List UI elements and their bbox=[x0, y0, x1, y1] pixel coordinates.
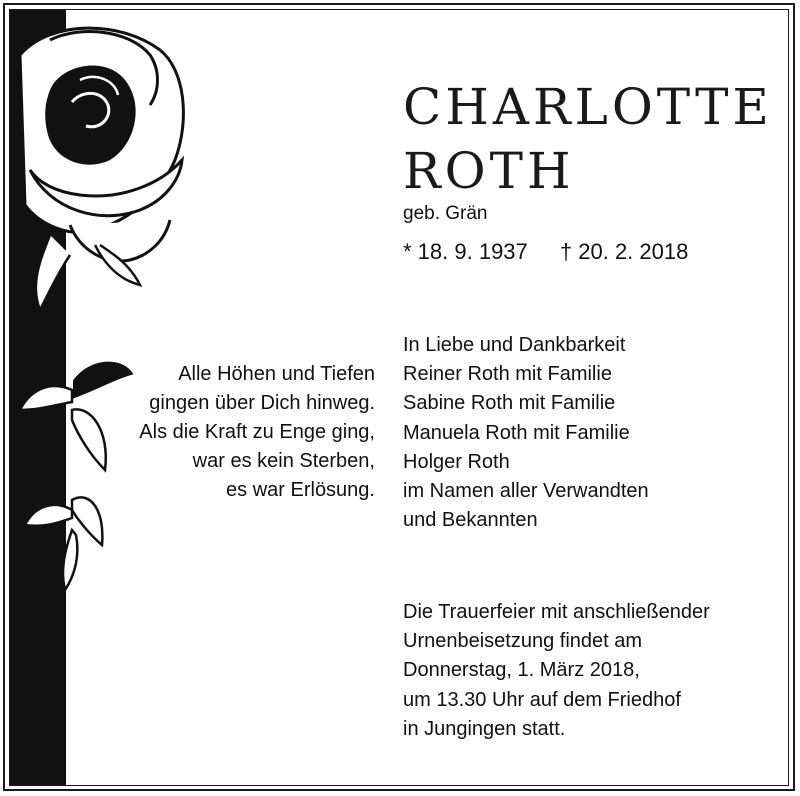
poem-verse bbox=[139, 360, 375, 505]
funeral-service-notice bbox=[403, 598, 710, 744]
mourner-line: Manuela Roth mit Familie bbox=[403, 421, 630, 444]
life-dates bbox=[403, 239, 688, 265]
mourner-line: Holger Roth bbox=[403, 450, 510, 473]
service-line: Donnerstag, 1. März 2018, bbox=[403, 659, 640, 682]
poem-line: gingen über Dich hinweg. bbox=[149, 392, 375, 414]
mourners-list bbox=[403, 331, 649, 535]
mourner-line: und Bekannten bbox=[403, 509, 538, 532]
deceased-last-name: ROTH bbox=[403, 142, 575, 200]
mourner-line: Reiner Roth mit Familie bbox=[403, 363, 612, 386]
birth-name: geb. Grän bbox=[403, 203, 488, 224]
service-line: Die Trauerfeier mit anschließender bbox=[403, 601, 710, 623]
mourner-line: im Namen aller Verwandten bbox=[403, 480, 649, 503]
mourner-line: In Liebe und Dankbarkeit bbox=[403, 334, 626, 356]
poem-line: es war Erlösung. bbox=[226, 479, 375, 501]
birth-date: * 18. 9. 1937 bbox=[403, 239, 528, 264]
poem-line: Alle Höhen und Tiefen bbox=[178, 363, 375, 385]
service-line: um 13.30 Uhr auf dem Friedhof bbox=[403, 688, 681, 711]
service-line: in Jungingen statt. bbox=[403, 717, 566, 740]
death-date: † 20. 2. 2018 bbox=[559, 239, 689, 264]
poem-line: Als die Kraft zu Enge ging, bbox=[139, 421, 375, 443]
poem-line: war es kein Sterben, bbox=[192, 450, 375, 472]
deceased-first-name: CHARLOTTE bbox=[403, 78, 773, 136]
service-line: Urnenbeisetzung findet am bbox=[403, 630, 643, 653]
mourner-line: Sabine Roth mit Familie bbox=[403, 392, 616, 415]
